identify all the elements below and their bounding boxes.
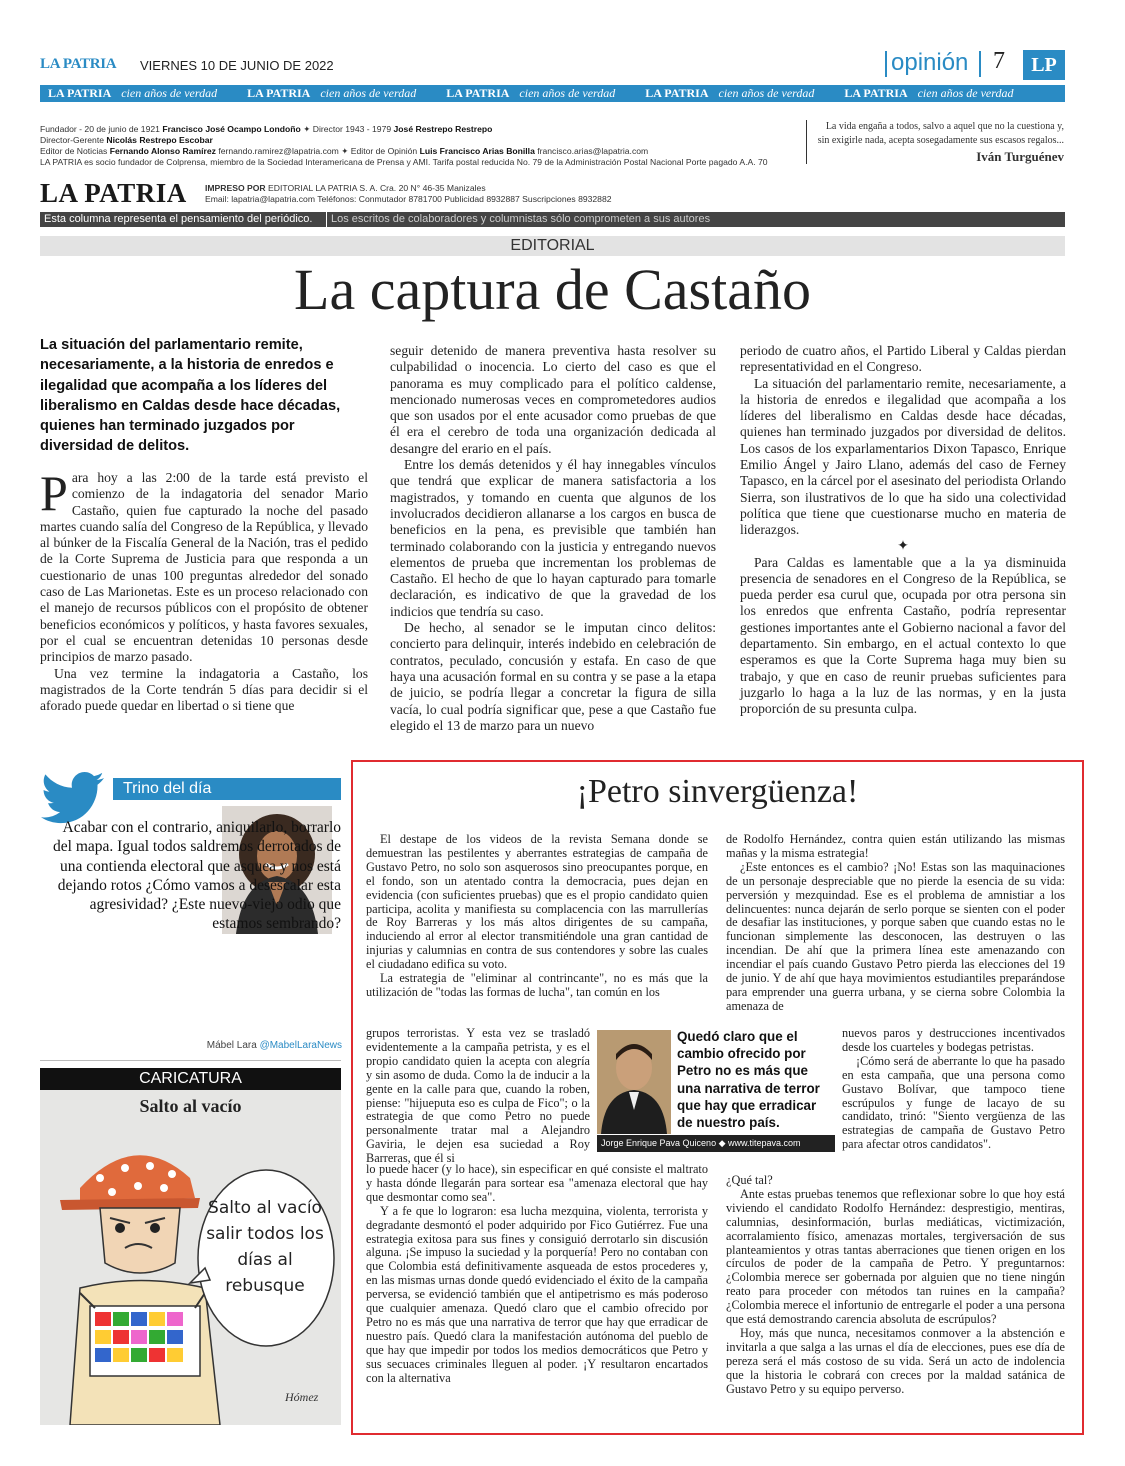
credit-name: José Restrepo Restrepo [393,124,493,134]
credit-label: Editor de Opinión [350,146,418,156]
brand-name: LA PATRIA [40,56,117,72]
credit-email: francisco.arias@lapatria.com [537,146,649,156]
credit-name: Luis Francisco Arias Bonilla [419,146,535,156]
column-text-2 [726,833,1065,1014]
quote-author: Iván Turguénev [976,149,1064,164]
divider [40,1060,341,1061]
column-title: ¡Petro sinvergüenza! [576,773,859,810]
editorial-label: EDITORIAL [40,236,1065,256]
cartoonist-signature: Hómez [285,1390,319,1404]
editorial-column-3 [740,343,1066,718]
paragraph: Una vez termine la indagatoria a Castaño, los magistrados de la Corte tendrán 5 días para decidir si el aforado puede quedar en libertad o si tiene que [40,665,368,714]
paragraph: De hecho, al senador se le imputan cinco delitos: concierto para delinquir, interés indebido en celebración de contratos, peculado, concusión y estafa. En caso de que haya una acusación formal en su contra y se pase a la etapa de juicio, se podría llegar a concretar la figura de silla vacía, lo cual podría significar que, pese a que Castaño fue elegido el 13 de marzo para un nuevo [390,620,716,733]
printer-label: IMPRESO POR [205,183,266,193]
credit-label: Fundador - 20 de junio de 1921 [40,124,160,134]
credit-name: Nicolás Restrepo Escobar [106,135,213,145]
credit-name: Francisco José Ocampo Londoño [162,124,301,134]
paragraph: ¿Este entonces es el cambio? ¡No! Estas son las maquinaciones de un personaje despreciable que no pierde la esencia de su vida: perversión y mezquindad. Ese es el problema de amnistiar a los delincuentes: nunca dejarán de serlo porque se sienten con el poder de desafiar las instituciones, y porque saben que cuando estas no le funcionan simplemente las desconocen, las destruyen o las incendian. De ahí que la primera línea este amenazando con incendiar el país cuando Gustavo Petro pierda las elecciones del 19 de junio. Y de ahí que haya movimientos estudiantiles preparándose para emprender una guerra urbana, y se cierna sobre Colombia la amenaza de [726,859,1065,1013]
paragraph: seguir detenido de manera preventiva hasta resolver su culpabilidad o inocencia. Lo cierto del caso es que el panorama es muy complicado para el político caldense, mencionado numerosas veces en comprometedores audios que son usados por el ente acusador como pruebas de que él era el cerebro de toda una organización dedicada al desangre del erario en el país. [390,343,716,456]
tweet-author [180,1040,342,1051]
paragraph: Entre los demás detenidos y él hay innegables vínculos que tendrá que explicar de manera satisfactoria a los magistrados, y tomando en cuenta que algunos de los involucrados decidieron allanarse a los cargos en busca de beneficios en la pena, es previsible que también han terminado colaborando con la justicia y entregando nuevos elementos de prueba que incrementan los problemas de Castaño. El hecho de que lo hayan capturado para tomarle declaración, es indicativo de que la gravedad de los indicios que tendría su caso. [390,457,716,619]
caricatura-title: Salto al vacío [139,1096,242,1116]
page-number: 7 [993,48,1005,74]
band-brand: LA PATRIA [446,86,510,100]
paragraph-text: ara hoy a las 2:00 de la tarde está previsto el comienzo de la indagatoria del senador Mario Castaño, quien fue capturado la noche del pasado martes cuando salía del Congreso de la República, y llevado al búnker de la Fiscalía General de la Nación, tras el pedido de la Corte Suprema de Justicia para que responda a un cuestionario de unas 100 preguntas alrededor del sonado caso de Las Marionetas. Este es un proceso relacionado con el manejo de recursos públicos con el propósito de obtener beneficios económicos y políticos, y hasta favores sexuales, por el cual se encuentran detenidas 10 personas desde principios de marzo pasado. [40,470,368,665]
epigraph-quote [806,120,1064,164]
paragraph [40,465,368,666]
slogan-band [40,85,1065,102]
paragraph: Y a fe que lo lograron: esa lucha mezquina, violenta, terrorista y degradante desmontó el poder adquirido por Fico Gutiérrez. Fue una estrategia exitosa para sus fines y consiguió derrotarlo sin discusión alguna. ¡Se impuso la suciedad y la porquería! Pero no contaban con que Colombia está definitivamente asqueada de estos procederes y, en las mismas urnas donde quedó evidenciado el éxito de la campaña perversa, se evidenció también que el antipetrismo es más poderoso que cualquier amenaza. Quedó claro que el cambio ofrecido por Petro no es más que una narrativa de terror que hay que erradicar de nuestro país. Quedó clara la manifestación autónoma del pueblo de que hay que impedir por todos los medios democráticos que Petro y sus secuaces criminales lleguen al poder. ¡Y resultaron encartados con la alternativa [366,1203,708,1385]
notice-left: Esta columna representa el pensamiento del periódico. [44,213,313,225]
lp-logo: LP [1023,50,1065,80]
paragraph: Para Caldas es lamentable que a la ya disminuida presencia de senadores en el Congreso de la República, se pueda perder esa curul que, ocupada por otra persona sin los enredos que enfrenta Castaño, podría representar gestiones importantes ante el Gobierno nacional a favor del departamento. Sin embargo, en el actual contexto lo que esperamos es que la Corte Suprema haga muy bien su trabajo, y que en caso de reunir pruebas suficientes para juzgarlo lo haga a la luz de las normas, y en la justa proporción de su presunta culpa. [740,554,1066,717]
columnist-byline: Jorge Enrique Pava Quiceno ◆ www.titepava.com [597,1135,835,1152]
band-slogan: cien años de verdad [121,86,218,100]
columnist-name: Jorge Enrique Pava Quiceno [601,1138,717,1148]
notice-right: Los escritos de colaboradores y columnistas sólo comprometen a sus autores [326,212,1065,227]
author-name: Mábel Lara [206,1040,257,1051]
paragraph: ¿Qué tal? [726,1173,773,1187]
editorial-title: La captura de Castaño [294,257,811,322]
quote-text: La vida engaña a todos, salvo a aquel que no la cuestiona y, sin exigirle nada, acepta sosegadamente sus escasos regalos... [817,121,1064,146]
band-brand: LA PATRIA [844,86,908,100]
band-slogan: cien años de verdad [519,86,616,100]
printer-address: EDITORIAL LA PATRIA S. A. Cra. 20 N° 46-35 Manizales [268,183,486,193]
credit-label: Director-Gerente [40,135,104,145]
paragraph: grupos terroristas. Y esta vez se trasladó evidentemente a la campaña petrista, y es el propio candidato quien la acepta con alegría y sin asomo de duda. Como la de inducir a la gente en la calle para que, cuando la roben, piense: "hijueputa eso es culpa de Fico"; o la estrategia de que como Petro no puede personalmente tratar mal a Alejandro Gaviria, le dejen esa suciedad a Roy Barreras, que él si [366,1026,590,1166]
column-text-1 [366,833,708,1000]
separator-diamond: ✦ [897,538,909,554]
credit-label: Director 1943 - 1979 [312,124,392,134]
trino-label: Trino del día [113,778,341,800]
printer-contact: Email: lapatria@lapatria.com Teléfonos: Conmutador 8781700 Publicidad 8932887 Suscripciones 8932882 [205,194,612,204]
caricatura-label: CARICATURA [40,1068,341,1090]
editorial-column-1 [40,465,368,714]
section-name: opinión [891,49,969,76]
column-text-1b [366,1027,590,1166]
paragraph: El destape de los videos de la revista Semana donde se demuestran las pestilentes y aberrantes estrategias de campaña de Gustavo Petro, no solo son asquerosos sino preocupantes porque, en el fondo, son un atentado contra la democracia, pues dejan en evidencia (con suficientes pruebas) que es el propio candidato quien participa, acolita y manifiesta su complacencia con las marrullerías de Roy Barreras y los más altos dirigentes de su campaña, induciendo al error al elector transmitiéndole una gran cantidad de injurias y calumnias en contra de sus contendores y sobre las cuales el ciudadano edifica su voto. [366,832,708,972]
notice-bar [40,212,1065,227]
credit-label: Editor de Noticias [40,146,108,156]
paragraph: La estrategia de "eliminar al contrincante", no es más que la utilización de "todas las formas de lucha", tan común en los [366,971,708,999]
credit-email: fernando.ramirez@lapatria.com [218,146,339,156]
twitter-bird-icon [40,772,106,824]
paragraph: Ante estas pruebas tenemos que reflexionar sobre lo que hoy está viviendo el candidato Rodolfo Hernández: desprestigio, mentiras, calumnias, desinformación, burlas mediáticas, victimización, acorralamiento físico, amenazas mortales, tergiversación de sus planteamientos y otras tantas aberraciones que tienen origen en los círculos de poder de la campaña de Petro. Y preguntarnos: ¿Colombia merece ser gobernada por alguien que no tiene ningún reato para proceder con métodos tan ruines en la campaña? ¿Colombia merece el infortunio de entregarle el poder a una persona que está demostrando carencia absoluta de escrúpulos? [726,1186,1065,1327]
masthead-credits: Fundador - 20 de junio de 1921 Francisco José Ocampo Londoño ✦ Director 1943 - 1979 José Restrepo Restrepo Director-Gerente Nicolás Restrepo Escobar Editor de Noticias Fernando Alonso Ramírez fernando.ramirez@lapatria.com ✦ Editor de Opinión Luis Francisco Arias Bonilla francisco.arias@lapatria.com LA PATRIA es socio fundador de Colprensa, miembro de la Sociedad Interamericana de Prensa y AMI. Tarifa postal reducida No. 79 de la Administración Postal Nacional Porte pagado A.A. 70 [40,124,800,168]
paragraph: ¡Cómo será de aberrante lo que ha pasado en esta campaña, que una persona como Gustavo Bolívar, que tampoco tiene escrúpulos y funge de lacayo de su candidato, trinó: "Siento vergüenza de las estrategias de campaña de Gustavo Petro para afectar otros candidatos". [842,1053,1065,1152]
column-text-1c [366,1163,708,1386]
printer-info [205,183,612,205]
paragraph: nuevos paros y destrucciones incentivados desde los cuarteles y bodegas petristas. [842,1026,1065,1054]
credit-name: Fernando Alonso Ramírez [109,146,216,156]
column-text-2c [726,1174,1065,1397]
paragraph: periodo de cuatro años, el Partido Liberal y Caldas pierdan representatividad en el Congreso. [740,343,1066,375]
column-text-2b [842,1027,1065,1152]
credit-note: LA PATRIA es socio fundador de Colprensa, miembro de la Sociedad Interamericana de Prensa y AMI. Tarifa postal reducida No. 79 de la Administración Postal Nacional Porte pagado A.A. 70 [40,157,768,167]
columnist-photo [597,1030,671,1134]
band-slogan: cien años de verdad [917,86,1014,100]
paragraph: de Rodolfo Hernández, contra quien están utilizando las mismas mañas y la misma estrategia! [726,832,1065,860]
masthead-name: LA PATRIA [40,178,187,208]
paragraph: La situación del parlamentario remite, necesariamente, a la historia de enredos e ilegalidad que acompaña a los líderes del liberalismo en Caldas desde hace décadas, quienes han terminado juzgados por diversidad de delitos. Los casos de los exparlamentarios Dixon Tapasco, Enrique Emilio Ángel y Jairo Llano, además del caso de Ferney Tapasco, en la cárcel por el asesinato del periodista Orlando Sierra, son ilustrativos de lo que ha sido una colectividad política que tiene que cuestionarse mucho en materia de liderazgos. [740,375,1066,538]
divider [979,51,981,77]
band-brand: LA PATRIA [645,86,709,100]
dropcap: P [40,465,68,521]
columnist-website: www.titepava.com [728,1138,801,1148]
cartoon-speech: Salto al vacío salir todos los días al rebusque [206,1198,324,1296]
section-header [885,47,1065,81]
tweet-text: Acabar con el contrario, aniquilarlo, borrarlo del mapa. Igual todos saldremos derrotados de una contienda electoral que asquea y nos está dejando rotos ¿Cómo vamos a desescalar esta agresividad? ¿Este nuevo-viejo odio que estamos sembrando? [53,819,341,933]
author-handle: @MabelLaraNews [259,1040,342,1051]
band-slogan: cien años de verdad [718,86,815,100]
band-slogan: cien años de verdad [320,86,417,100]
editorial-column-2 [390,343,716,734]
divider [885,51,887,77]
band-brand: LA PATRIA [247,86,311,100]
paragraph: Hoy, más que nunca, necesitamos conmover a la abstención e invitarla a que salga a las urnas el día de elecciones, pues ese día de pereza será el más costoso de su vida. Será un acto de indolencia que la historia le cobrará con creces por la maldad satánica de Gustavo Petro y su equipo perverso. [726,1325,1065,1396]
band-brand: LA PATRIA [48,86,112,100]
editorial-lead: La situación del parlamentario remite, necesariamente, a la historia de enredos e ilegalidad que acompaña a los líderes del liberalismo en Caldas desde hace décadas, quienes han terminado juzgados por diversidad de delitos. [40,337,341,455]
pull-quote: Quedó claro que el cambio ofrecido por Petro no es más que una narrativa de terror que hay que erradicar de nuestro país. [677,1029,820,1131]
paragraph: lo puede hacer (y lo hace), sin especificar en qué consiste el maltrato y hasta dónde llegarán para sortear esa "amenaza electoral que hay que desmontar como sea". [366,1162,708,1204]
publication-date: VIERNES 10 DE JUNIO DE 2022 [140,58,334,73]
